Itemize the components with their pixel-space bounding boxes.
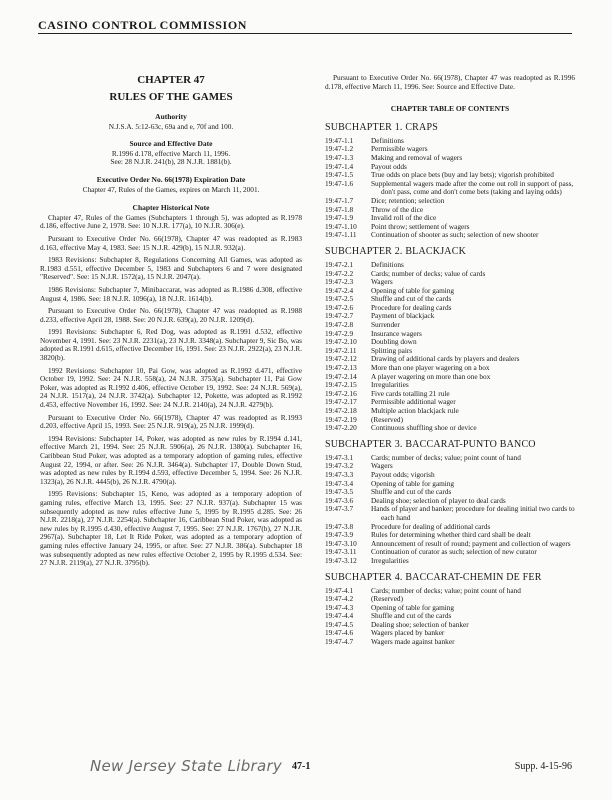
toc-entry [325,557,575,566]
section-number: 19:47-1.7 [325,195,354,205]
section-title: Irregularities [371,555,409,565]
section-title: Insurance wagers [371,328,422,338]
section-title: Procedure for dealing cards [371,302,452,312]
section-number: 19:47-1.6 [325,178,354,188]
section-title: More than one player wagering on a box [371,363,490,373]
section-number: 19:47-2.17 [325,397,357,407]
toc-entry [325,338,575,347]
section-title: Dealing shoe; selection of player to deal cards [371,495,506,505]
section-number: 19:47-3.12 [325,555,357,565]
running-header: CASINO CONTROL COMMISSION [38,18,248,32]
section-title: Making and removal of wagers [371,152,463,162]
toc-entry [325,154,575,163]
toc-entry [325,424,575,433]
section-title: Multiple action blackjack rule [371,406,459,415]
section-title: Procedure for dealing of additional cards [371,521,491,531]
section-number: 19:47-1.1 [325,135,354,145]
section-title: Opening of table for gaming [371,478,455,488]
toc-entry [325,548,575,557]
section-number: 19:47-4.2 [325,594,354,604]
section-number: 19:47-2.9 [325,328,354,338]
section-title: Definitions [371,259,404,269]
section-number: 19:47-2.14 [325,371,357,381]
section-number: 19:47-2.6 [325,302,354,312]
section-number: 19:47-4.4 [325,611,354,621]
section-number: 19:47-3.11 [325,547,357,557]
section-number: 19:47-1.9 [325,213,354,223]
toc-entry [325,312,575,321]
section-number: 19:47-1.8 [325,204,354,214]
section-title: Dice; retention; selection [371,195,445,205]
toc-entry [325,621,575,630]
right-column [325,68,575,647]
section-number: 19:47-2.11 [325,345,357,355]
section-title: Rules for determining whether third card shall be dealt [371,530,531,540]
subchapter-title: SUBCHAPTER 3. BACCARAT-PUNTO BANCO [325,438,536,450]
section-number: 19:47-3.3 [325,469,354,479]
section-title: Invalid roll of the dice [371,213,437,223]
authority-heading: Authority [155,112,187,121]
section-title: Continuous shuffling shoe or device [371,423,477,433]
section-title: Five cards totalling 21 rule [371,388,450,398]
history-paragraph: 1986 Revisions: Subchapter 7, Minibaccarat, was adopted as R.1986 d.308, effective August 4, 1986. See: 18 N.J.R. 1096(a), 18 N.J.R. 1614(b). [40,284,302,303]
section-title: Definitions [371,135,404,145]
section-number: 19:47-4.6 [325,628,354,638]
section-title: Wagers placed by banker [371,628,445,638]
section-title: Announcement of result of round; payment and collection of wagers [371,538,571,548]
section-number: 19:47-1.11 [325,230,357,240]
section-title: Continuation of curator as such; selection of new curator [371,547,537,557]
toc-entry [325,330,575,339]
section-title: Permissible additional wager [371,397,456,407]
history-paragraph: 1995 Revisions: Subchapter 15, Keno, was adopted as a temporary adoption of gaming rules, effective March 13, 1995. See: 27 N.J.R. 937(a). Subchapter 15 was subsequently adopted as new rules effective June 5, 1995 by R.1995 d.285. See: 26 N.J.R. 2218(a), 27 N.J.R. 2254(a). Subchapter 16, Caribbean Stud Poker, was adopted as new rules by R.1995 d.430, effective August 7, 1995. See: 27 N.J.R. 1767(b), 27 N.J.R. 2967(a). Subchapter 18, Let It Ride Poker, was adopted as a temporary adoption of gaming rules effective January 24, 1995, or after. See: 27 N.J.R. 386(a). Subchapter 18 was subsequently adopted as new rules effective October 2, 1995 by R.1995 d.534. See: 27 N.J.R. 2119(a), 27 N.J.R. 3795(b). [40,489,302,568]
section-title: Throw of the dice [371,204,424,214]
section-title: Payment of blackjack [371,311,435,321]
rules-title: RULES OF THE GAMES [109,91,233,103]
toc-entry [325,180,575,197]
subchapter-title: SUBCHAPTER 4. BACCARAT-CHEMIN DE FER [325,571,542,583]
toc-entry [325,587,575,596]
supplement-date: Supp. 4-15-96 [514,761,572,772]
section-title: Opening of table for gaming [371,285,455,295]
source-line: R.1996 d.178, effective March 11, 1996. [111,148,231,158]
history-paragraph: 1991 Revisions: Subchapter 6, Red Dog, was adopted as R.1991 d.532, effective November 4, 1991. See: 23 N.J.R. 2231(a), 23 N.J.R. 3348(a). Subchapter 9, Sic Bo, was adopted as R.1991 d.615, effective December 16, 1991. See: 23 N.J.R. 2922(a), 23 N.J.R. 3820(b). [40,327,302,363]
section-number: 19:47-3.5 [325,487,354,497]
section-title: Payout odds [371,161,407,171]
section-number: 19:47-3.9 [325,530,354,540]
toc-entry [325,373,575,382]
section-title: Shuffle and cut of the cards [371,487,452,497]
toc-entry [325,197,575,206]
section-number: 19:47-4.7 [325,637,354,647]
section-number: 19:47-3.6 [325,495,354,505]
section-number: 19:47-3.1 [325,452,354,462]
section-title: Cards; number of decks; value; point count of hand [371,585,521,595]
subchapter-title: SUBCHAPTER 2. BLACKJACK [325,245,467,257]
history-paragraph: Chapter 47, Rules of the Games (Subchapters 1 through 5), was adopted as R.1978 d.186, effective June 2, 1978. See: 10 N.J.R. 177(a), 10 N.J.R. 306(e). [40,212,302,231]
section-title: Supplemental wagers made after the come out roll in support of pass, don't pass, come and don't come bets (taking and laying odds) [371,178,574,197]
section-number: 19:47-1.4 [325,161,354,171]
left-column [40,68,302,572]
section-number: 19:47-4.5 [325,619,354,629]
section-title: Wagers [371,277,393,287]
section-title: Shuffle and cut of the cards [371,294,452,304]
section-title: A player wagering on more than one box [371,371,491,381]
section-number: 19:47-1.5 [325,170,354,180]
section-title: Shuffle and cut of the cards [371,611,452,621]
toc-entry [325,270,575,279]
section-number: 19:47-2.7 [325,311,354,321]
toc-entry [325,462,575,471]
section-title: Cards; number of decks; value of cards [371,268,486,278]
section-title: Irregularities [371,380,409,390]
chapter-title: CHAPTER 47 [137,74,205,86]
history-paragraphs [40,214,302,568]
section-number: 19:47-1.3 [325,152,354,162]
section-title: Wagers made against banker [371,637,455,647]
section-title: Point throw; settlement of wagers [371,221,470,231]
section-number: 19:47-3.4 [325,478,354,488]
section-number: 19:47-2.20 [325,423,357,433]
section-number: 19:47-2.4 [325,285,354,295]
section-title: Splitting pairs [371,345,413,355]
section-number: 19:47-2.1 [325,259,354,269]
section-title: Hands of player and banker; procedure for dealing initial two cards to each hand [371,504,575,522]
section-number: 19:47-3.10 [325,538,357,548]
section-number: 19:47-2.5 [325,294,354,304]
toc-entry [325,638,575,647]
toc-entry [325,454,575,463]
toc-entry [325,381,575,390]
section-title: (Reserved) [371,594,404,604]
section-number: 19:47-4.3 [325,602,354,612]
authority-text: N.J.S.A. 5:12-63c, 69a and e, 70f and 100. [108,121,234,131]
section-title: Permissible wagers [371,144,428,154]
section-number: 19:47-3.2 [325,461,354,471]
section-title: Drawing of additional cards by players and dealers [371,354,520,364]
page-number: 47-1 [292,761,311,772]
section-title: Opening of table for gaming [371,602,455,612]
section-number: 19:47-1.10 [325,221,357,231]
header-rule [38,33,572,34]
section-title: Wagers [371,461,393,471]
toc-heading: CHAPTER TABLE OF CONTENTS [390,104,510,114]
section-number: 19:47-2.16 [325,388,357,398]
section-number: 19:47-3.7 [325,504,354,514]
toc-entry [325,137,575,146]
history-heading: Chapter Historical Note [132,203,210,213]
section-number: 19:47-2.3 [325,277,354,287]
section-number: 19:47-2.10 [325,337,357,347]
section-number: 19:47-2.12 [325,354,357,364]
history-paragraph: 1983 Revisions: Subchapter 8, Regulations Concerning All Games, was adopted as R.1983 d.551, effective December 5, 1983 and Subchapters 6 and 7 were designated "Reserved". See: 15 N.J.R. 1572(a), 15 N.J.R. 2047(a). [40,255,302,282]
toc-entry [325,231,575,240]
source-heading: Source and Effective Date [129,139,213,149]
table-of-contents [325,122,575,647]
toc-entry [325,321,575,330]
section-number: 19:47-4.1 [325,585,354,595]
toc-entry [325,304,575,313]
history-paragraph: Pursuant to Executive Order No. 66(1978), Chapter 47 was readopted as R.1993 d.203, effective April 15, 1993. See: 25 N.J.R. 919(a), 25 N.J.R. 1999(d). [40,412,302,431]
section-title: (Reserved) [371,414,404,424]
section-number: 19:47-2.13 [325,363,357,373]
history-paragraph: Pursuant to Executive Order No. 66(1978), Chapter 47 was readopted as R.1988 d.233, effective April 28, 1988. See: 20 N.J.R. 639(a), 20 N.J.R. 1209(d). [40,306,302,324]
section-title: True odds on place bets (buy and lay bets); vigorish prohibited [371,170,554,180]
history-paragraph: 1994 Revisions: Subchapter 14, Poker, was adopted as new rules by R.1994 d.141, effective March 21, 1994. See: 25 N.J.R. 5906(a), 26 N.J.R. 1380(a). Subchapter 16, Caribbean Stud Poker, was adopted as a temporary adoption of gaming rules, effective August 22, 1994, or after. See: 26 N.J.R. 3464(a). Subchapter 17, Double Down Stud, was adopted as new rules by R.1994 d.593, effective December 5, 1994. See: 26 N.J.R. 1323(a), 26 N.J.R. 4445(b), 26 N.J.R. 4790(a). [40,433,302,486]
source-line: See: 28 N.J.R. 241(b), 28 N.J.R. 1881(b). [110,157,232,167]
library-stamp: New Jersey State Library [90,757,283,775]
history-paragraph: Pursuant to Executive Order No. 66(1978), Chapter 47 was readopted as R.1983 d.163, effective May 4, 1983. See: 15 N.J.R. 429(b), 15 N.J.R. 932(a). [40,233,302,252]
history-paragraph: 1992 Revisions: Subchapter 10, Pai Gow, was adopted as R.1992 d.471, effective October 19, 1992. See: 24 N.J.R. 558(a), 24 N.J.R. 3753(a). Subchapter 11, Pai Gow Poker, was adopted as R.1992 d.406, effective October 19, 1992. See: 24 N.J.R. 569(a), 24 N.J.R. 1517(a), 24 N.J.R. 3742(a). Subchapter 12, Pokette, was adopted as R.1992 d.453, effective November 16, 1992. See: 24 N.J.R. 2140(a), 24 N.J.R. 4279(b). [40,365,302,410]
section-number: 19:47-1.2 [325,144,354,154]
section-number: 19:47-2.8 [325,320,354,330]
section-title: Surrender [371,320,400,330]
section-number: 19:47-2.19 [325,414,357,424]
readopt-paragraph: Pursuant to Executive Order No. 66(1978), Chapter 47 was readopted as R.1996 d.178, effective March 11, 1996. See: Source and Effective Date. [325,73,575,91]
toc-entry [325,505,575,522]
section-title: Dealing shoe; selection of banker [371,619,469,629]
subchapter-title: SUBCHAPTER 1. CRAPS [325,121,438,133]
section-number: 19:47-2.18 [325,406,357,415]
section-title: Continuation of shooter as such; selection of new shooter [371,230,539,240]
section-number: 19:47-3.8 [325,521,354,531]
section-title: Doubling down [371,337,417,347]
section-number: 19:47-2.15 [325,380,357,390]
exec-order-text: Chapter 47, Rules of the Games, expires on March 11, 2001. [82,184,260,194]
toc-entry [325,206,575,215]
exec-order-heading: Executive Order No. 66(1978) Expiration Date [96,174,246,184]
section-title: Cards; number of decks; value; point count of hand [371,452,521,462]
section-number: 19:47-2.2 [325,268,354,278]
toc-entry [325,407,575,416]
section-title: Payout odds; vigorish [371,469,435,479]
